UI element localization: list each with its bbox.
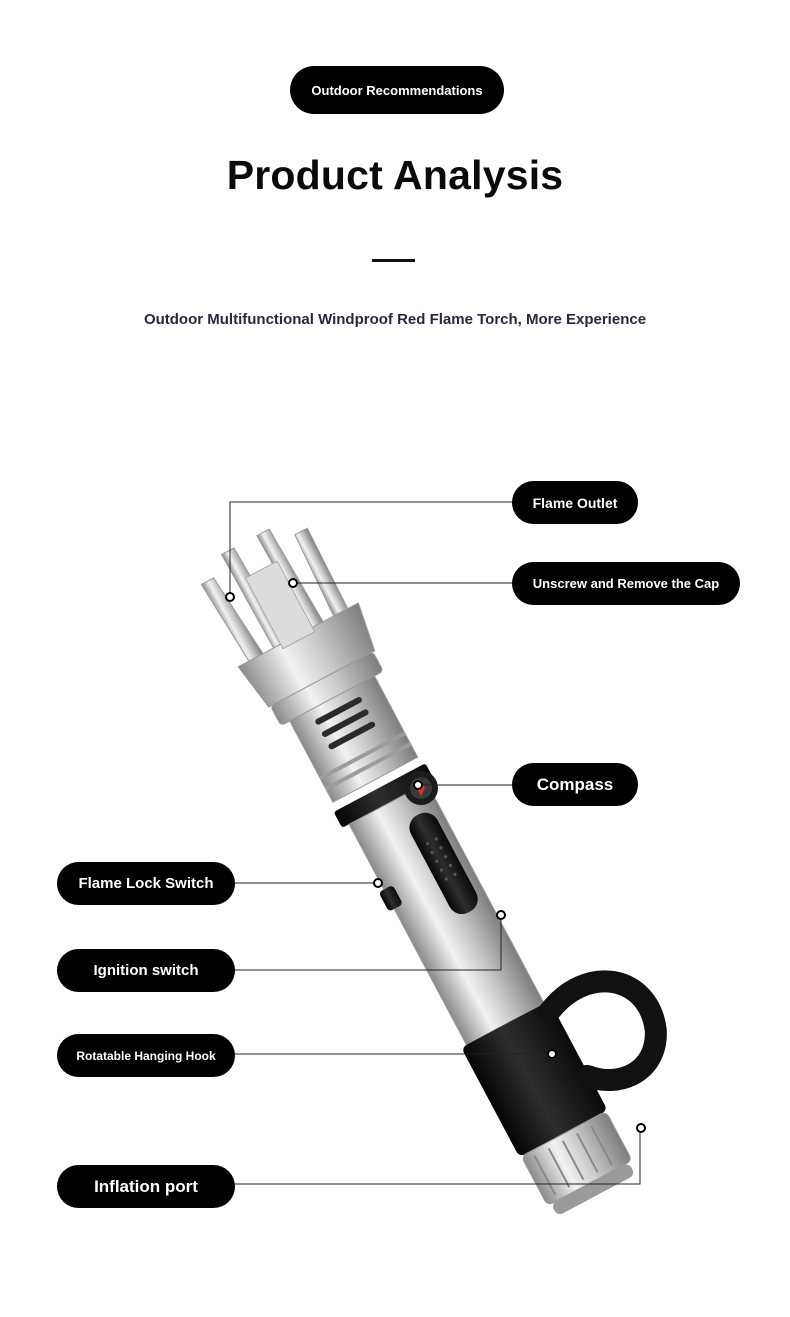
- title-divider: [372, 259, 415, 262]
- page-title: Product Analysis: [226, 152, 564, 198]
- page-subtitle: Outdoor Multifunctional Windproof Red Flame Torch, More Experience: [143, 311, 647, 328]
- dot-inflation: [637, 1124, 645, 1132]
- section-badge: Outdoor Recommendations: [290, 66, 504, 114]
- label-flame-outlet: Flame Outlet: [512, 481, 638, 524]
- label-hanging-hook: Rotatable Hanging Hook: [57, 1034, 235, 1077]
- label-inflation-port: Inflation port: [57, 1165, 235, 1208]
- dot-ignition: [497, 911, 505, 919]
- label-unscrew-cap: Unscrew and Remove the Cap: [512, 562, 740, 605]
- label-ignition-switch: Ignition switch: [57, 949, 235, 992]
- label-flame-lock-switch: Flame Lock Switch: [57, 862, 235, 905]
- dot-hook: [548, 1050, 556, 1058]
- dot-compass: [414, 781, 422, 789]
- dot-flame-outlet: [226, 593, 234, 601]
- dot-unscrew: [289, 579, 297, 587]
- dot-flamelock: [374, 879, 382, 887]
- label-compass: Compass: [512, 763, 638, 806]
